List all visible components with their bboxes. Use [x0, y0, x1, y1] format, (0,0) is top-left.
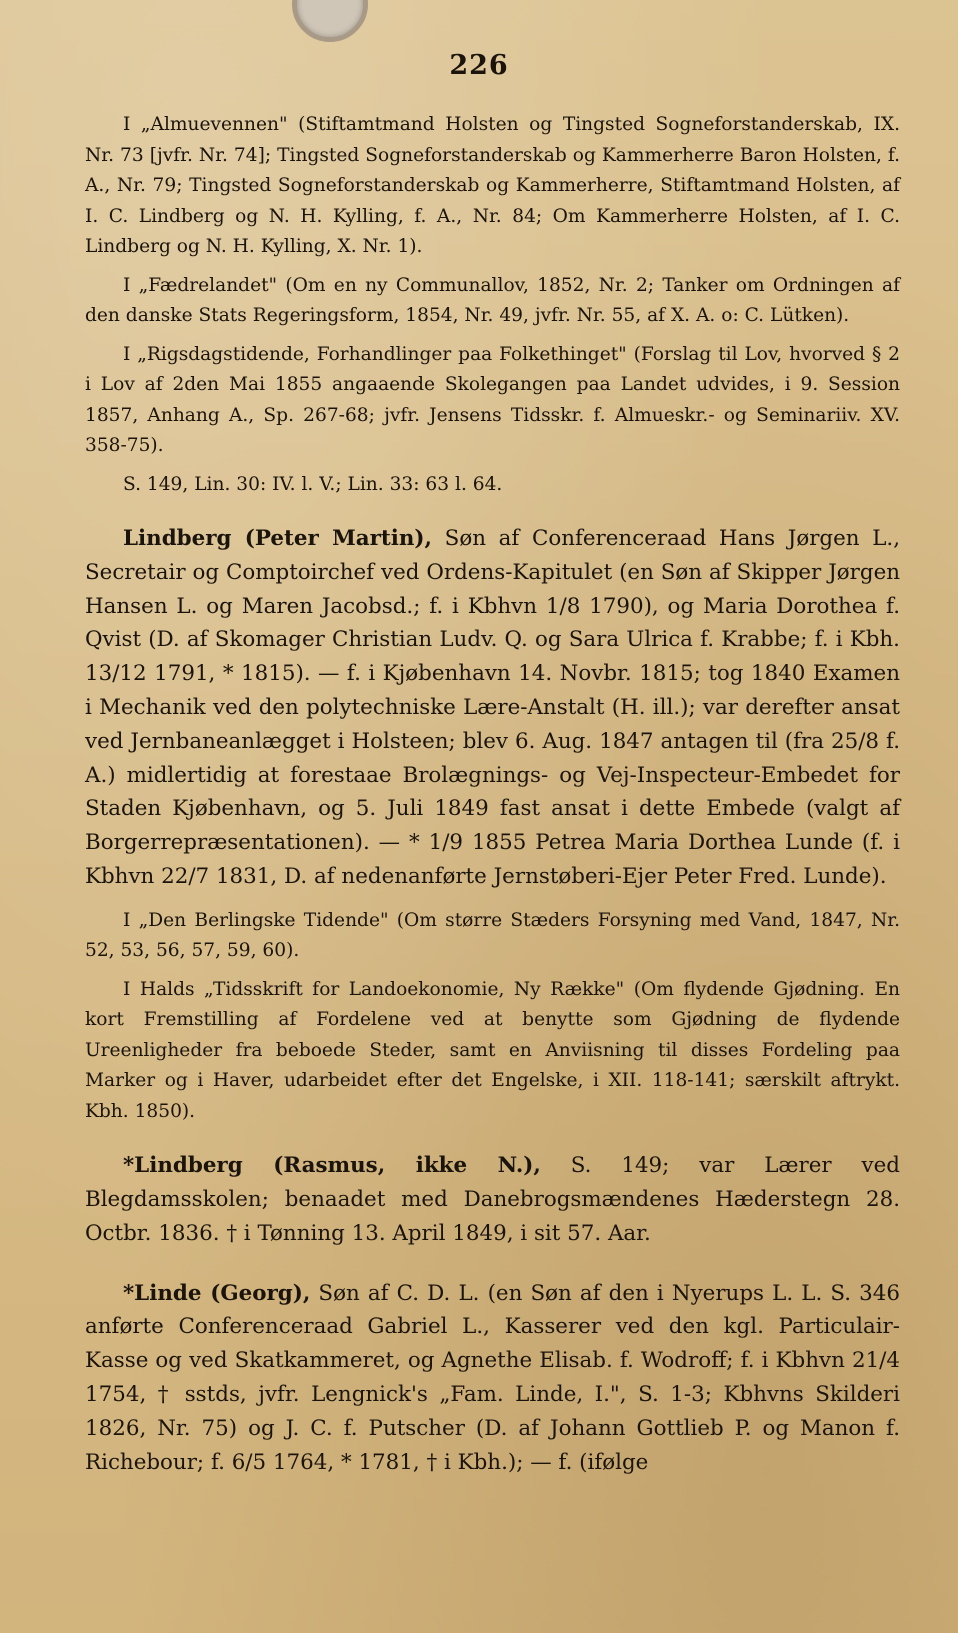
page-body [85, 110, 900, 1491]
entry-lindberg-peter-martin [85, 522, 900, 894]
paragraph-faedrelandet: I „Fædrelandet" (Om en ny Communallov, 1852, Nr. 2; Tanker om Ordningen af den danske Stats Regeringsform, 1854, Nr. 49, jvfr. Nr. 55, af X. A. o: C. Lütken). [85, 274, 900, 326]
paragraph-almuevennen: I „Almuevennen" (Stiftamtmand Holsten og Tingsted Sogneforstanderskab, IX. Nr. 73 [jvfr. Nr. 74]; Tingsted Sogneforstanderskab og Kammerherre Baron Holsten, f. A., Nr. 79; Tingsted Sogneforstanderskab og Kammerherre, Stiftamtmand Holsten, af I. C. Lindberg og N. H. Kylling, f. A., Nr. 84; Om Kammerherre Holsten, af I. C. Lindberg og N. H. Kylling, X. Nr. 1). [85, 114, 900, 257]
entry-lindberg-rasmus [85, 1149, 900, 1250]
paragraph-berlingske: I „Den Berlingske Tidende" (Om større Stæders Forsyning med Vand, 1847, Nr. 52, 53, 56, 57, 59, 60). [85, 909, 900, 962]
entry-heading: Lindberg (Peter Martin), [123, 526, 433, 551]
entry-text: Søn af Conferenceraad Hans Jørgen L., Secretair og Comptoirchef ved Ordens-Kapitulet (en Søn af Skipper Jørgen Hansen L. og Maren Jacobsd.; f. i Kbhvn 1/8 1790), og Maria Dorothea f. Qvist (D. af Skomager Christian Ludv. Q. og Sara Ulrica f. Krabbe; f. i Kbh. 13/12 1791, * 1815). — f. i Kjøbenhavn 14. Novbr. 1815; tog 1840 Examen i Mechanik ved den polytechniske Lære-Anstalt (H. ill.); var derefter ansat ved Jernbaneanlægget i Holsteen; blev 6. Aug. 1847 antagen til (fra 25/8 f. A.) midlertidig at forestaae Brolægnings- og Vej-Inspecteur-Embedet for Staden Kjøbenhavn, og 5. Juli 1849 fast ansat i dette Embede (valgt af Borgerrepræsentationen). — * 1/9 1855 Petrea Maria Dorthea Lunde (f. i Kbhvn 22/7 1831, D. af nedenanførte Jernstøberi-Ejer Peter Fred. Lunde). [85, 526, 901, 889]
page-number: 226 [449, 50, 509, 81]
entry-heading: *Lindberg (Rasmus, ikke N.), [123, 1153, 541, 1179]
paragraph-rigsdagstidende: I „Rigsdagstidende, Forhandlinger paa Folkethinget" (Forslag til Lov, hvorved § 2 i Lov af 2den Mai 1855 angaaende Skolegangen paa Landet udvides, i 9. Session 1857, Anhang A., Sp. 267-68; jvfr. Jensens Tidsskr. f. Almueskr.- og Seminariiv. XV. 358-75). [85, 343, 900, 456]
entry-linde-georg [85, 1277, 900, 1480]
entry-heading: *Linde (Georg), [123, 1280, 311, 1306]
entry-text: S. 149; var Lærer ved Blegdamsskolen; benaadet med Danebrogsmændenes Hæderstegn 28. Octbr. 1836. † i Tønning 13. April 1849, i sit 57. Aar. [85, 1153, 900, 1246]
paragraph-halds-tidsskrift: I Halds „Tidsskrift for Landoekonomie, Ny Række" (Om flydende Gjødning. En kort Fremstilling af Fordelene ved at benytte som Gjødning de flydende Ureenligheder fra beboede Steder, samt en Anviisning til disses Fordeling paa Marker og i Haver, udarbeidet efter det Engelske, i XII. 118-141; særskilt aftrykt. Kbh. 1850). [85, 978, 900, 1122]
paragraph-errata: S. 149, Lin. 30: IV. l. V.; Lin. 33: 63 l. 64. [123, 473, 503, 495]
binding-hole [292, 0, 368, 42]
entry-text: Søn af C. D. L. (en Søn af den i Nyerups L. L. S. 346 anførte Conferenceraad Gabriel L., Kasserer ved den kgl. Particulair-Kasse og ved Skatkammeret, og Agnethe Elisab. f. Wodroff; f. i Kbhvn 21/4 1754, † sstds, jvfr. Lengnick's „Fam. Linde, I.", S. 1-3; Kbhvns Skilderi 1826, Nr. 75) og J. C. f. Putscher (D. af Johann Gottlieb P. og Manon f. Richebour; f. 6/5 1764, * 1781, † i Kbh.); — f. (ifølge [85, 1280, 900, 1475]
